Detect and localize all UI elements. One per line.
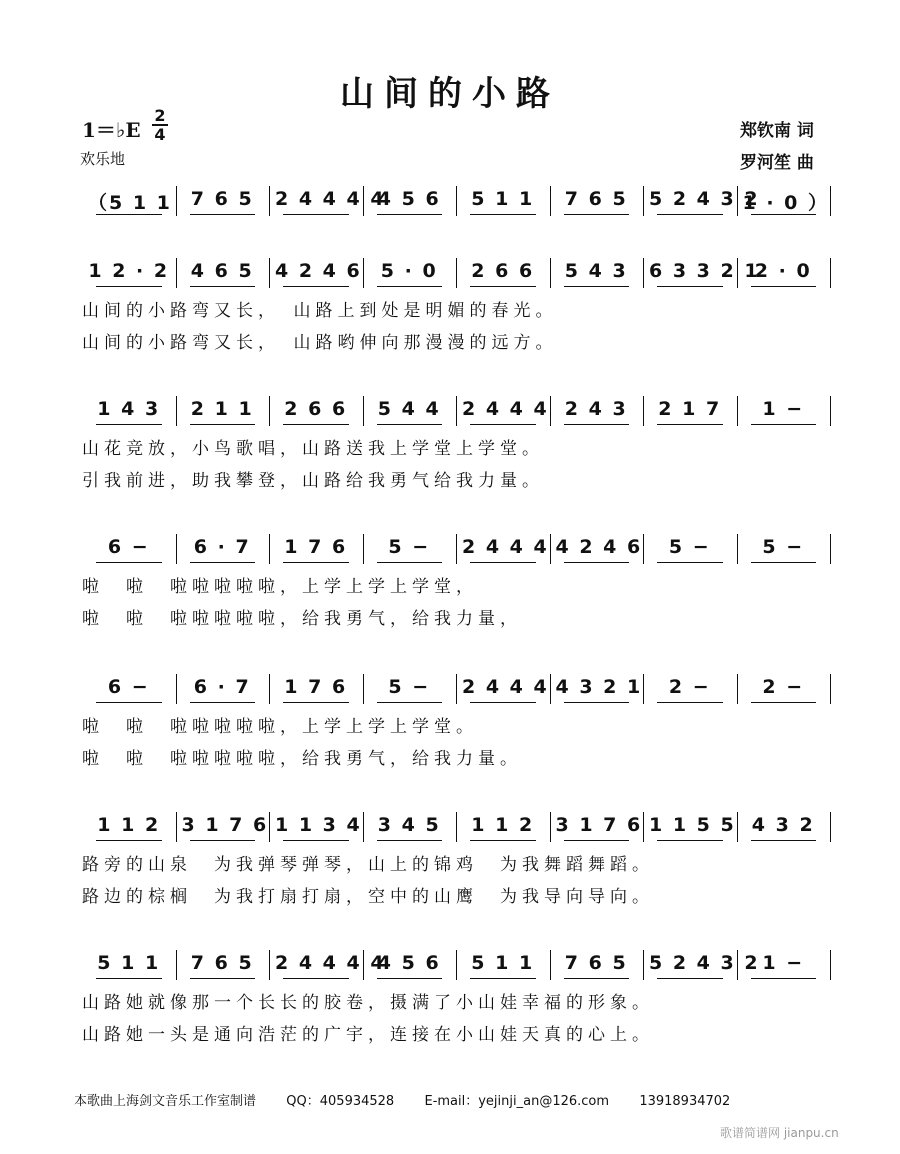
measure: 6 − — [107, 536, 150, 558]
beam-underline — [564, 702, 630, 703]
measure: 5 − — [762, 536, 805, 558]
measure: 3 4 5 — [377, 814, 441, 836]
measure: 1 − — [762, 952, 805, 974]
beam-underline — [96, 562, 162, 563]
footer — [74, 1090, 730, 1109]
lyric-line: 引我前进，助我攀登，山路给我勇气给我力量。 — [82, 471, 544, 491]
barline — [456, 396, 457, 426]
beam-underline — [657, 286, 723, 287]
beam-underline — [751, 978, 817, 979]
beam-underline — [470, 562, 536, 563]
measure: 2 1 1 — [190, 398, 254, 420]
barline — [550, 812, 551, 842]
lyric-line: 山间的小路弯又长， 山路上到处是明媚的春光。 — [82, 301, 558, 321]
barline — [550, 186, 551, 216]
measure: 1 7 6 — [284, 676, 348, 698]
measure: 6 · 7 — [193, 676, 251, 698]
measure: 1 1 5 5 — [649, 814, 736, 836]
beam-underline — [657, 214, 723, 215]
beam-underline — [283, 286, 349, 287]
lyric-line: 山路她一头是通向浩茫的广宇，连接在小山娃天真的心上。 — [82, 1025, 654, 1045]
beam-underline — [564, 424, 630, 425]
barline — [363, 396, 364, 426]
barline — [830, 950, 831, 980]
measure: 2 1 7 — [658, 398, 722, 420]
beam-underline — [96, 214, 162, 215]
lyric-line: 山间的小路弯又长， 山路哟伸向那漫漫的远方。 — [82, 333, 558, 353]
measure: 1 1 2 — [97, 814, 161, 836]
barline — [550, 396, 551, 426]
measure: （5 1 1 — [88, 192, 172, 214]
beam-underline — [470, 978, 536, 979]
measure: 2 6 6 — [471, 260, 535, 282]
barline — [269, 258, 270, 288]
measure: 5 1 1 — [471, 952, 535, 974]
barline — [830, 812, 831, 842]
barline — [737, 396, 738, 426]
barline — [456, 950, 457, 980]
lyric-line: 啦 啦 啦啦啦啦啦，给我勇气，给我力量。 — [82, 749, 522, 769]
beam-underline — [283, 424, 349, 425]
beam-underline — [564, 562, 630, 563]
beam-underline — [96, 702, 162, 703]
measure: 1 · 0 ） — [742, 192, 830, 214]
measure: 2 4 4 4 — [462, 398, 549, 420]
measure: 4 3 2 — [751, 814, 815, 836]
lyric-line: 啦 啦 啦啦啦啦啦，上学上学上学堂。 — [82, 717, 478, 737]
barline — [363, 186, 364, 216]
measure: 7 6 5 — [190, 952, 254, 974]
barline — [269, 396, 270, 426]
barline — [456, 534, 457, 564]
barline — [643, 812, 644, 842]
beam-underline — [190, 978, 256, 979]
measure: 7 6 5 — [190, 188, 254, 210]
beam-underline — [283, 562, 349, 563]
beam-underline — [751, 702, 817, 703]
beam-underline — [657, 840, 723, 841]
barline — [456, 812, 457, 842]
beam-underline — [377, 702, 443, 703]
beam-underline — [470, 424, 536, 425]
measure: 2 4 3 — [564, 398, 628, 420]
footer-studio: 本歌曲上海剑文音乐工作室制谱 — [74, 1094, 257, 1109]
measure: 5 · 0 — [380, 260, 438, 282]
measure: 4 2 4 6 — [555, 536, 643, 558]
barline — [550, 258, 551, 288]
barline — [737, 674, 738, 704]
lyric-line: 路旁的山泉 为我弹琴弹琴，山上的锦鸡 为我舞蹈舞蹈。 — [82, 855, 654, 875]
barline — [176, 534, 177, 564]
beam-underline — [377, 840, 443, 841]
beam-underline — [657, 702, 723, 703]
beam-underline — [96, 978, 162, 979]
beam-underline — [283, 214, 349, 215]
beam-underline — [657, 562, 723, 563]
measure: 3 1 7 6 — [555, 814, 643, 836]
beam-underline — [190, 702, 256, 703]
beam-underline — [96, 840, 162, 841]
barline — [456, 674, 457, 704]
barline — [830, 186, 831, 216]
beam-underline — [751, 424, 817, 425]
beam-underline — [190, 424, 256, 425]
barline — [830, 396, 831, 426]
beam-underline — [751, 286, 817, 287]
measure: 4 5 6 — [377, 952, 441, 974]
measure: 4 5 6 — [377, 188, 441, 210]
barline — [363, 258, 364, 288]
measure: 2 − — [668, 676, 711, 698]
measure: 5 4 3 — [564, 260, 628, 282]
measure: 1 1 3 4 — [275, 814, 362, 836]
measure: 4 3 2 1 — [555, 676, 643, 698]
beam-underline — [564, 840, 630, 841]
beam-underline — [377, 978, 443, 979]
barline — [550, 534, 551, 564]
beam-underline — [377, 424, 443, 425]
beam-underline — [564, 978, 630, 979]
measure: 1 7 6 — [284, 536, 348, 558]
barline — [176, 396, 177, 426]
lyric-line: 山花竞放，小鸟歌唱，山路送我上学堂上学堂。 — [82, 439, 544, 459]
measure: 5 4 4 — [377, 398, 441, 420]
barline — [830, 534, 831, 564]
measure: 2 · 0 — [754, 260, 812, 282]
time-signature-bottom: 4 — [154, 125, 166, 144]
barline — [269, 186, 270, 216]
measure: 4 2 4 6 — [275, 260, 362, 282]
beam-underline — [96, 286, 162, 287]
song-title: 山间的小路 — [340, 74, 560, 114]
measure: 1 4 3 — [97, 398, 161, 420]
composer-credit: 罗河笙 曲 — [740, 153, 814, 173]
key-signature: 1＝♭E — [82, 118, 141, 142]
measure: 7 6 5 — [564, 952, 628, 974]
time-signature-top: 2 — [154, 106, 166, 125]
measure: 2 6 6 — [284, 398, 348, 420]
lyric-line: 路边的棕榈 为我打扇打扇，空中的山鹰 为我导向导向。 — [82, 887, 654, 907]
measure: 1 2 · 2 — [88, 260, 170, 282]
barline — [737, 186, 738, 216]
measure: 2 4 4 4 4 — [275, 952, 386, 974]
footer-phone: 13918934702 — [639, 1094, 731, 1109]
time-signature — [152, 108, 168, 142]
beam-underline — [470, 702, 536, 703]
barline — [363, 534, 364, 564]
barline — [363, 674, 364, 704]
measure: 5 2 4 3 2 — [649, 188, 760, 210]
measure: 2 4 4 4 — [462, 676, 549, 698]
beam-underline — [564, 214, 630, 215]
barline — [269, 534, 270, 564]
measure: 5 − — [388, 676, 431, 698]
measure: 6 · 7 — [193, 536, 251, 558]
beam-underline — [96, 424, 162, 425]
measure: 5 2 4 3 2 — [649, 952, 760, 974]
barline — [550, 674, 551, 704]
measure: 7 6 5 — [564, 188, 628, 210]
barline — [363, 950, 364, 980]
barline — [643, 534, 644, 564]
barline — [737, 812, 738, 842]
beam-underline — [377, 214, 443, 215]
barline — [550, 950, 551, 980]
beam-underline — [751, 214, 817, 215]
beam-underline — [564, 286, 630, 287]
measure: 5 1 1 — [97, 952, 161, 974]
barline — [737, 534, 738, 564]
measure: 1 − — [762, 398, 805, 420]
lyricist-credit: 郑钦南 词 — [740, 121, 814, 141]
measure: 5 1 1 — [471, 188, 535, 210]
footer-qq: QQ：405934528 — [286, 1094, 395, 1109]
beam-underline — [190, 286, 256, 287]
measure: 1 1 2 — [471, 814, 535, 836]
beam-underline — [283, 978, 349, 979]
lyric-line: 山路她就像那一个长长的胶卷，摄满了小山娃幸福的形象。 — [82, 993, 654, 1013]
beam-underline — [283, 840, 349, 841]
lyric-line: 啦 啦 啦啦啦啦啦，给我勇气，给我力量， — [82, 609, 522, 629]
barline — [643, 258, 644, 288]
beam-underline — [470, 286, 536, 287]
tempo-marking: 欢乐地 — [80, 150, 126, 168]
beam-underline — [470, 214, 536, 215]
watermark: 歌谱简谱网 jianpu.cn — [720, 1126, 839, 1140]
measure: 2 − — [762, 676, 805, 698]
beam-underline — [283, 702, 349, 703]
barline — [176, 186, 177, 216]
beam-underline — [377, 286, 443, 287]
barline — [643, 396, 644, 426]
measure: 6 − — [107, 676, 150, 698]
footer-email: E-mail：yejinji_an@126.com — [424, 1094, 610, 1109]
measure: 4 6 5 — [190, 260, 254, 282]
barline — [269, 674, 270, 704]
barline — [269, 812, 270, 842]
barline — [269, 950, 270, 980]
beam-underline — [377, 562, 443, 563]
measure: 2 4 4 4 4 — [275, 188, 386, 210]
barline — [176, 812, 177, 842]
lyric-line: 啦 啦 啦啦啦啦啦，上学上学上学堂， — [82, 577, 478, 597]
measure: 3 1 7 6 — [181, 814, 269, 836]
beam-underline — [190, 840, 256, 841]
beam-underline — [190, 562, 256, 563]
barline — [830, 674, 831, 704]
barline — [643, 186, 644, 216]
measure: 6 3 3 2 1 — [649, 260, 760, 282]
barline — [830, 258, 831, 288]
barline — [363, 812, 364, 842]
beam-underline — [751, 562, 817, 563]
barline — [176, 258, 177, 288]
measure: 5 − — [388, 536, 431, 558]
beam-underline — [190, 214, 256, 215]
barline — [737, 258, 738, 288]
barline — [176, 674, 177, 704]
measure: 5 − — [668, 536, 711, 558]
beam-underline — [470, 840, 536, 841]
barline — [456, 186, 457, 216]
barline — [176, 950, 177, 980]
barline — [643, 950, 644, 980]
barline — [737, 950, 738, 980]
beam-underline — [751, 840, 817, 841]
beam-underline — [657, 978, 723, 979]
barline — [456, 258, 457, 288]
barline — [643, 674, 644, 704]
measure: 2 4 4 4 — [462, 536, 549, 558]
beam-underline — [657, 424, 723, 425]
